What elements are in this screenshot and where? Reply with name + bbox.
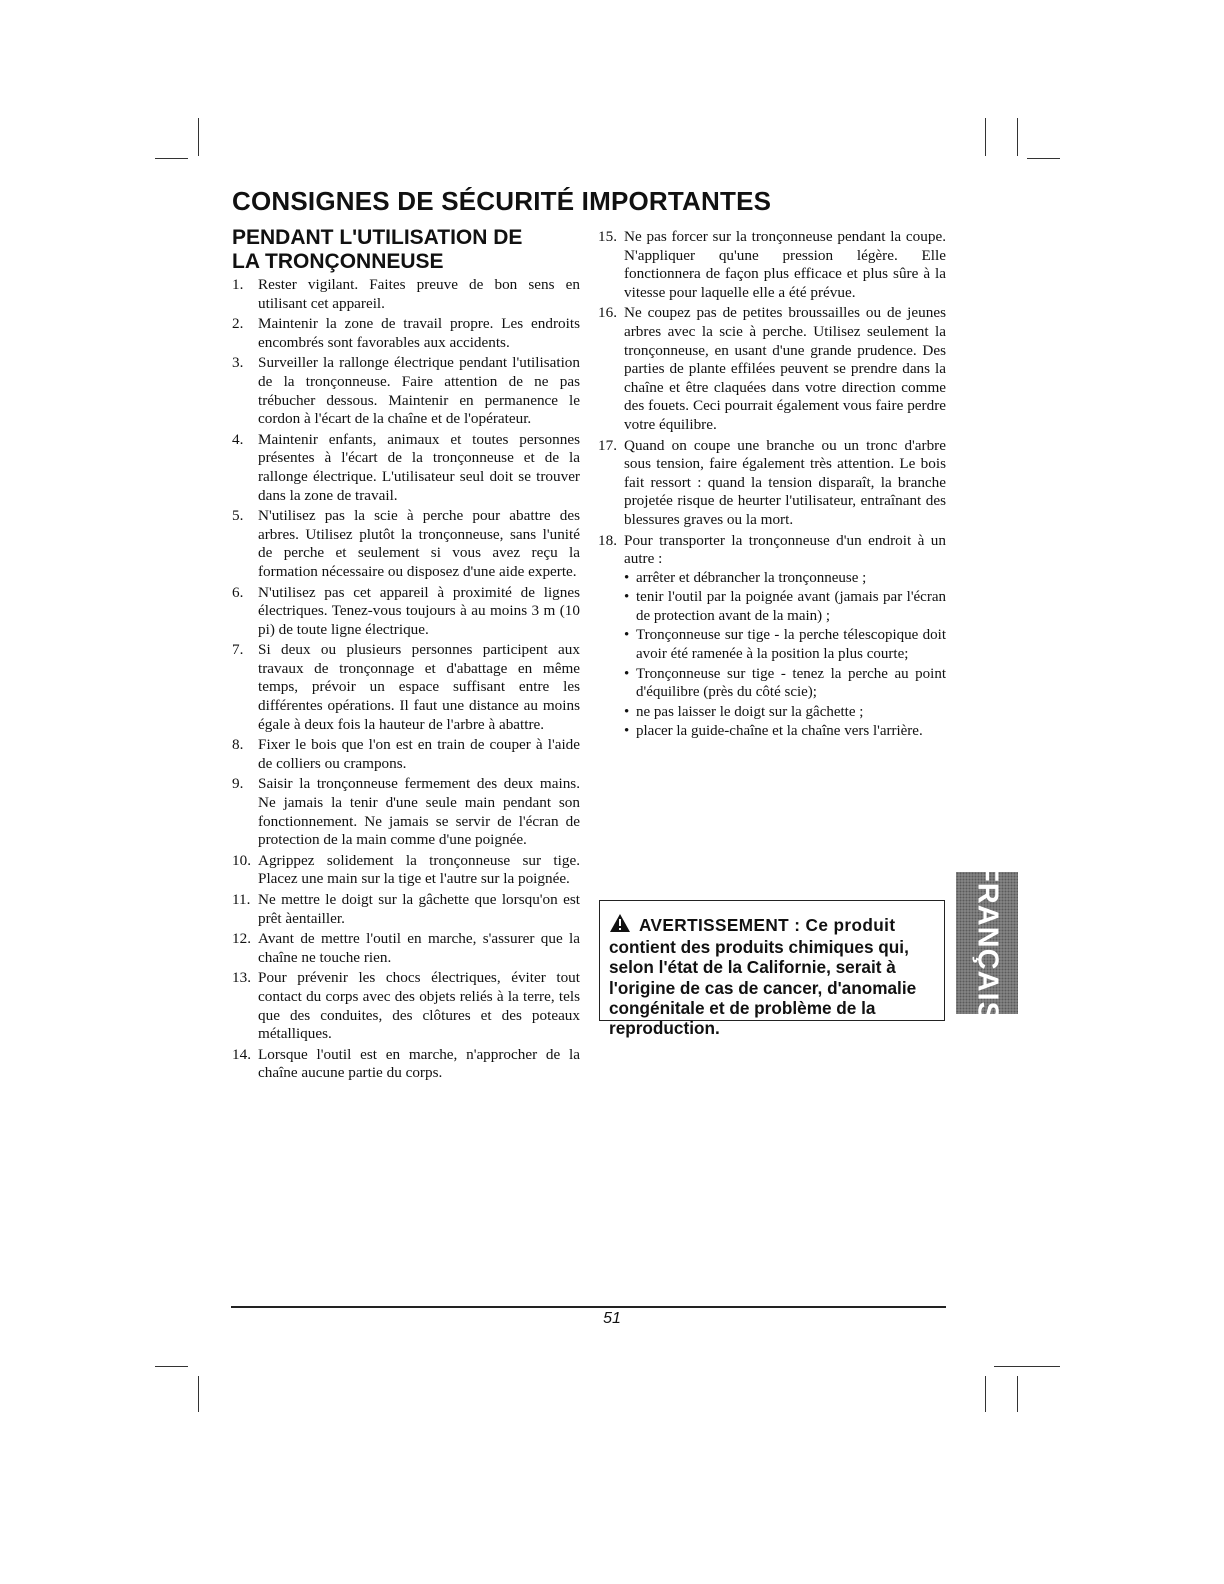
list-item [232, 930, 580, 967]
list-item [598, 304, 946, 434]
sub-list-item: • Tronçonneuse sur tige - tenez la perche au point d'équilibre (près du côté scie); [624, 665, 946, 702]
crop-mark [155, 1366, 188, 1367]
list-item [232, 1046, 580, 1083]
item-text: Maintenir la zone de travail propre. Les endroits encombrés sont favorables aux accidents. [258, 315, 580, 351]
section-title [232, 226, 580, 274]
crop-mark [155, 158, 188, 159]
item-number: 14. [232, 1045, 251, 1063]
list-item [232, 584, 580, 640]
item-text: Avant de mettre l'outil en marche, s'assurer que la chaîne ne touche rien. [258, 930, 580, 966]
item-number: 17. [598, 436, 617, 454]
list-item [232, 736, 580, 773]
item-number: 13. [232, 969, 251, 987]
list-item [598, 532, 946, 742]
crop-mark [198, 118, 199, 156]
warning-label: AVERTISSEMENT : Ce produit [639, 915, 896, 935]
transport-sub-list [624, 569, 946, 741]
crop-mark [1017, 1376, 1018, 1412]
item-number: 15. [598, 228, 617, 245]
left-column [232, 226, 580, 1085]
warning-body: contient des produits chimiques qui, selon l'état de la Californie, serait à l'origine de cas de cancer, d'anomalie congénitale et de problème de la reproduction. [609, 937, 917, 1039]
item-text: Quand on coupe une branche ou un tronc d'arbre sous tension, faire également très attention. Le bois fait ressort : quand la tension disparaît, la branche projetée risque de heurter l'utilisateur, entraînant des blessures graves ou la mort. [624, 436, 946, 528]
page-number: 51 [603, 1310, 621, 1327]
item-text: Pour prévenir les chocs électriques, éviter tout contact du corps avec des objets reliés à la terre, tels que des conduites, des clôtures et des poteaux métalliques. [258, 969, 580, 1043]
item-text: Agrippez solidement la tronçonneuse sur tige. Placez une main sur la tige et l'autre sur la poignée. [258, 851, 580, 888]
safety-list-left [232, 276, 580, 1083]
section-title-line-2: LA TRONÇONNEUSE [232, 250, 444, 273]
crop-mark [994, 1366, 1060, 1367]
sub-list-item: • arrêter et débrancher la tronçonneuse ; [624, 569, 946, 588]
item-number: 8. [232, 736, 244, 754]
language-tab-label: FRANÇAIS [971, 864, 1004, 1022]
item-text: Ne pas forcer sur la tronçonneuse pendant la coupe. N'appliquer qu'une pression légère. Elle fonctionnera de façon plus efficace et plus sûre à la vitesse pour laquelle elle a été prévue. [624, 228, 946, 301]
sub-list-item: • tenir l'outil par la poignée avant (jamais par l'écran de protection avant de la main) ; [624, 588, 946, 625]
safety-list-right [598, 228, 946, 741]
item-text: Rester vigilant. Faites preuve de bon sens en utilisant cet appareil. [258, 276, 580, 312]
list-item [232, 969, 580, 1043]
item-text: Maintenir enfants, animaux et toutes personnes présentes à l'écart de la tronçonneuse et de la rallonge électrique. L'utilisateur seul doit se trouver dans la zone de travail. [258, 430, 580, 504]
item-number: 12. [232, 930, 251, 948]
item-number: 2. [232, 315, 244, 333]
sub-list-item: • Tronçonneuse sur tige - la perche télescopique doit avoir été ramenée à la position la plus courte; [624, 626, 946, 663]
section-title-line-1: PENDANT L'UTILISATION DE [232, 226, 523, 249]
item-text: N'utilisez pas la scie à perche pour abattre des arbres. Utilisez plutôt la tronçonneuse, sans l'unité de perche et seulement si vous avez reçu la formation nécessaire ou disposez d'une aide experte. [258, 507, 580, 580]
item-text: Saisir la tronçonneuse fermement des deux mains. Ne jamais la tenir d'une seule main pendant son fonctionnement. Ne jamais se servir de l'écran de protection de la main comme d'une poignée. [258, 775, 580, 849]
item-number: 1. [232, 276, 244, 293]
right-column [598, 228, 946, 743]
list-item [232, 891, 580, 928]
list-item [598, 228, 946, 302]
list-item [232, 507, 580, 581]
item-text: N'utilisez pas cet appareil à proximité de lignes électriques. Tenez-vous toujours à au moins 3 m (10 pi) de toute ligne électrique. [258, 583, 580, 638]
crop-mark [1017, 118, 1018, 156]
list-item [232, 315, 580, 352]
item-number: 16. [598, 304, 617, 322]
item-text: Ne mettre le doigt sur la gâchette que lorsqu'on est prêt àentailler. [258, 891, 580, 927]
item-number: 5. [232, 507, 244, 525]
sub-list-item: • placer la guide-chaîne et la chaîne vers l'arrière. [624, 722, 946, 741]
list-item [232, 431, 580, 505]
warning-triangle-icon [609, 913, 631, 937]
item-number: 18. [598, 531, 617, 549]
list-item [232, 276, 580, 313]
footer-rule [231, 1306, 946, 1308]
item-text: Si deux ou plusieurs personnes participent aux travaux de tronçonnage et d'abattage en même temps, prévoir un espace suffisant entre les différentes opérations. Il faut une distance au moins égale à deux fois la hauteur de l'arbre à abattre. [258, 641, 580, 733]
language-tab [956, 864, 1018, 1022]
item-number: 11. [232, 891, 251, 908]
crop-mark [985, 1376, 986, 1412]
crop-mark [985, 118, 986, 156]
list-item [598, 437, 946, 530]
list-item [232, 852, 580, 889]
list-item [232, 354, 580, 428]
item-number: 4. [232, 430, 244, 448]
item-number: 10. [232, 851, 251, 869]
item-number: 9. [232, 775, 244, 793]
item-number: 6. [232, 583, 244, 601]
item-number: 3. [232, 354, 244, 372]
list-item [232, 641, 580, 734]
crop-mark [1027, 158, 1060, 159]
california-warning-box [599, 900, 945, 1039]
sub-list-item: • ne pas laisser le doigt sur la gâchette ; [624, 703, 946, 722]
list-item [232, 775, 580, 849]
item-text: Surveiller la rallonge électrique pendant l'utilisation de la tronçonneuse. Faire attention de ne pas trébucher dessous. Maintenir en permanence le cordon à l'écart de la chaîne et de l'opérateur. [258, 354, 580, 428]
item-text: Lorsque l'outil est en marche, n'approcher de la chaîne aucune partie du corps. [258, 1045, 580, 1082]
page-title: CONSIGNES DE SÉCURITÉ IMPORTANTES [232, 186, 772, 216]
crop-mark [198, 1376, 199, 1412]
item-text: Fixer le bois que l'on est en train de couper à l'aide de colliers ou crampons. [258, 736, 580, 772]
item-number: 7. [232, 641, 244, 659]
item-text: Pour transporter la tronçonneuse d'un endroit à un autre : [624, 531, 946, 568]
item-text: Ne coupez pas de petites broussailles ou de jeunes arbres avec la scie à perche. Utilisez seulement la tronçonneuse, en usant d'une grande prudence. Des parties de plante effilées peuvent se prendre dans la chaîne et être claquées dans votre direction comme des fouets. Ceci pourrait également vous faire perdre votre équilibre. [624, 304, 946, 433]
